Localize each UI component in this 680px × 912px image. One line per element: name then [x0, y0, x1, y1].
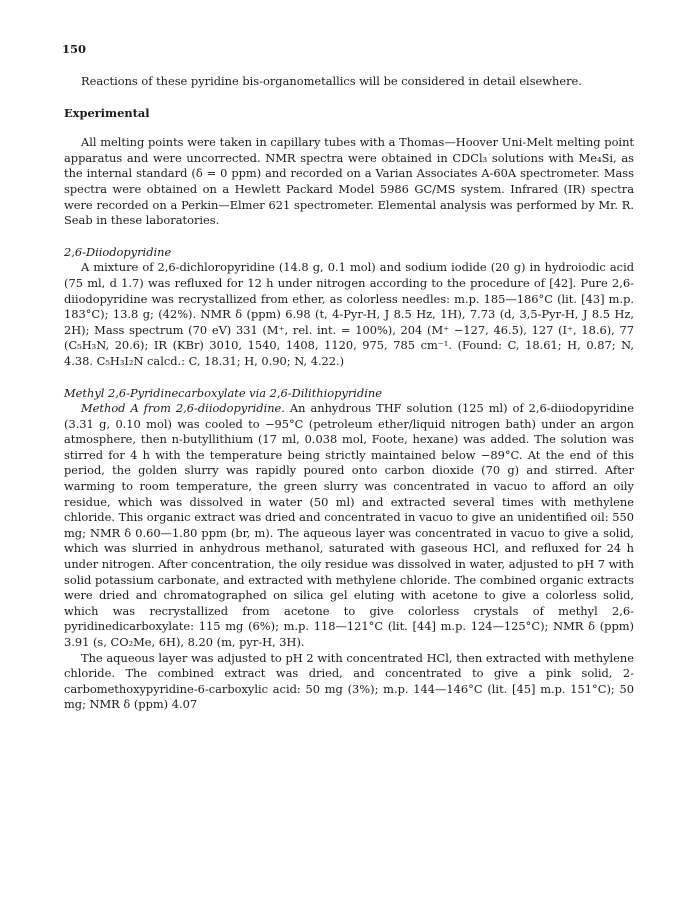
experimental-heading: Experimental: [64, 105, 150, 120]
intro-paragraph: Reactions of these pyridine bis-organometallics will be considered in detail elsewhere.: [81, 74, 582, 88]
diiodopyridine-procedure: A mixture of 2,6-dichloropyridine (14.8 g, 0.1 mol) and sodium iodide (20 g) in hydroiodic acid (75 ml, d 1.7) was refluxed for 12 h under nitrogen according to the procedure of [42]. Pure 2,6-diiodopyridine was recrystallized from ether, as colorless needles: m.p. 185—186°C (lit. [43] m.p. 183°C); 13.8 g; (42%). NMR δ (ppm) 6.98 (t, 4-Pyr-H, J 8.5 Hz, 1H), 7.73 (d, 3,5-Pyr-H, J 8.5 Hz, 2H); Mass spectrum (70 eV) 331 (M⁺, rel. int. = 100%), 204 (M⁺ −127, 46.5), 127 (I⁺, 18.6), 77 (C₅H₃N, 20.6); IR (KBr) 3010, 1540, 1408, 1120, 975, 785 cm⁻¹. (Found: C, 18.61; H, 0.87; N, 4.38. C₅H₃I₂N calcd.: C, 18.31; H, 0.90; N, 4.22.): [64, 260, 634, 368]
method-a-label: Method A from 2,6-diiodopyridine.: [81, 401, 285, 416]
article-body: [64, 74, 634, 713]
page-number: 150: [62, 42, 87, 56]
method-a-text: An anhydrous THF solution (125 ml) of 2,6-diiodopyridine (3.31 g, 0.10 mol) was cooled to −95°C (petroleum ether/liquid nitrogen bath) under an argon atmosphere, then n-butyllithium (17 ml, 0.038 mol, Foote, hexane) was added. The solution was stirred for 4 h with the temperature being strictly maintained below −89°C. At the end of this period, the golden slurry was rapidly poured onto carbon dioxide (70 g) and stirred. After warming to room temperature, the green slurry was concentrated in vacuo to afford an oily residue, which was dissolved in water (50 ml) and extracted several times with methylene chloride. This organic extract was dried and concentrated in vacuo to give an unidentified oil: 550 mg; NMR δ 0.60—1.80 ppm (br, m). The aqueous layer was concentrated in vacuo to give a solid, which was slurried in anhydrous methanol, saturated with gaseous HCl, and refluxed for 24 h under nitrogen. After concentration, the oily residue was dissolved in water, adjusted to pH 7 with solid potassium carbonate, and extracted with methylene chloride. The combined organic extracts were dried and chromatographed on silica gel eluting with acetone to give a colorless solid, which was recrystallized from acetone to give colorless crystals of methyl 2,6-pyridinedicarboxylate: 115 mg (6%); m.p. 118—121°C (lit. [44] m.p. 124—125°C); NMR δ (ppm) 3.91 (s, CO₂Me, 6H), 8.20 (m, pyr-H, 3H).: [64, 401, 635, 649]
section-title-diiodopyridine: 2,6-Diiodopyridine: [64, 244, 172, 259]
section-title-methyl-pyridinecarboxylate: Methyl 2,6-Pyridinecarboxylate via 2,6-Dilithiopyridine: [64, 385, 382, 400]
general-methods-paragraph: All melting points were taken in capillary tubes with a Thomas—Hoover Uni-Melt melting point apparatus and were uncorrected. NMR spectra were obtained in CDCl₃ solutions with Me₄Si, as the internal standard (δ = 0 ppm) and recorded on a Varian Associates A-60A spectrometer. Mass spectra were obtained on a Hewlett Packard Model 5986 GC/MS system. Infrared (IR) spectra were recorded on a Perkin—Elmer 621 spectrometer. Elemental analysis was performed by Mr. R. Seab in these laboratories.: [64, 135, 634, 228]
aqueous-layer-paragraph: The aqueous layer was adjusted to pH 2 with concentrated HCl, then extracted with methylene chloride. The combined extract was dried, and concentrated to give a pink solid, 2-carbomethoxypyridine-6-carboxylic acid: 50 mg (3%); m.p. 144—146°C (lit. [45] m.p. 151°C); 50 mg; NMR δ (ppm) 4.07: [64, 650, 634, 712]
method-a-paragraph: [64, 401, 634, 651]
